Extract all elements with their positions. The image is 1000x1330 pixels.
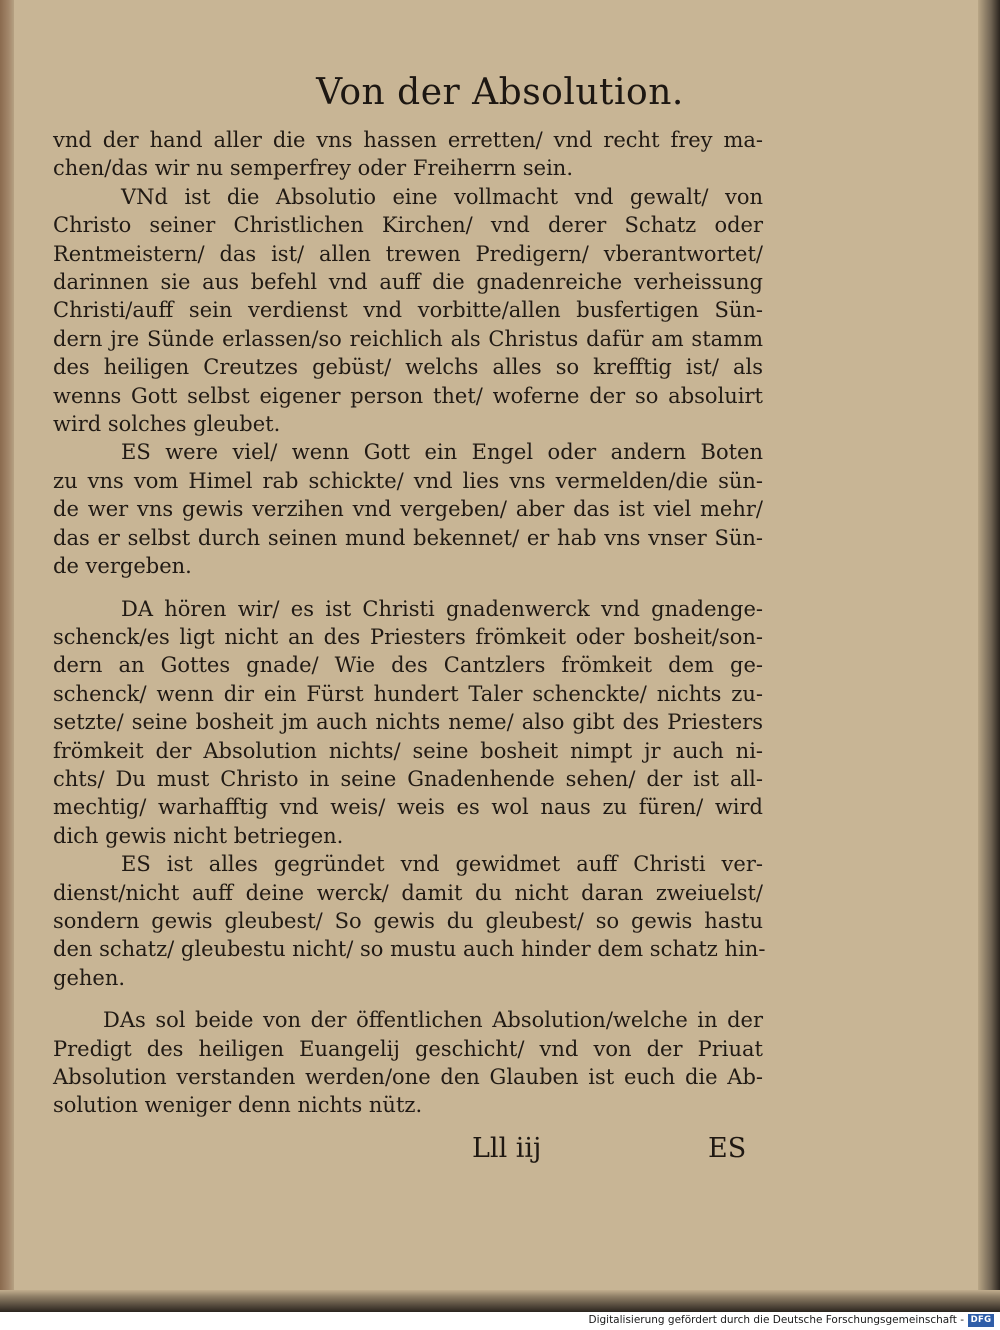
page-left-edge	[0, 0, 14, 1312]
text-line: darinnen sie aus befehl vnd auff die gnadenreiche verheissung	[53, 270, 763, 295]
text-line: solution weniger denn nichts nütz.	[53, 1093, 423, 1118]
text-line: de vergeben.	[53, 554, 192, 579]
text-line: Absolution verstanden werden/one den Glauben ist euch die Ab-	[53, 1065, 763, 1089]
page-bottom-edge-shadow	[0, 1290, 1000, 1312]
text-line: des heiligen Creutzes gebüst/ welchs alles so krefftig ist/ als	[53, 355, 763, 380]
paragraph-1	[53, 126, 763, 183]
text-line: sondern gewis gleubest/ So gewis du gleubest/ so gewis hastu	[53, 908, 763, 933]
text-line: frömkeit der Absolution nichts/ seine bosheit nimpt jr auch ni-	[53, 738, 763, 763]
text-line: das er selbst durch seinen mund bekennet/ er hab vns vnser Sün-	[53, 525, 763, 550]
text-line: gehen.	[53, 965, 126, 990]
text-line: dich gewis nicht betriegen.	[53, 823, 344, 848]
text-line: vnd der hand aller die vns hassen erretten/ vnd recht frey ma-	[53, 128, 763, 152]
text-line: dern jre Sünde erlassen/so reichlich als Christus dafür am stamm	[53, 326, 763, 351]
text-line: wird solches gleubet.	[53, 412, 281, 437]
text-line: VNd ist die Absolutio eine vollmacht vnd gewalt/ von	[121, 184, 763, 209]
paragraph-6	[53, 1006, 763, 1120]
text-line: schenck/ wenn dir ein Fürst hundert Taler schenckte/ nichts zu-	[53, 681, 763, 706]
text-line: dern an Gottes gnade/ Wie des Cantzlers frömkeit dem ge-	[53, 653, 763, 678]
text-line: ES were viel/ wenn Gott ein Engel oder andern Boten	[121, 440, 763, 465]
paragraph-5	[53, 850, 766, 992]
funding-credit: Digitalisierung gefördert durch die Deutsche Forschungsgemeinschaft -	[588, 1314, 964, 1326]
text-line: wenns Gott selbst eigener person thet/ woferne der so absoluirt	[53, 383, 763, 408]
text-line: setzte/ seine bosheit jm auch nichts neme/ also gibt des Priesters	[53, 710, 763, 735]
text-line: chen/das wir nu semperfrey oder Freiherrn sein.	[53, 156, 573, 181]
paragraph-2	[53, 183, 763, 439]
text-line: Rentmeistern/ das ist/ allen trewen Predigern/ vberantwortet/	[53, 241, 763, 266]
text-line: ES ist alles gegründet vnd gewidmet auff Christi ver-	[121, 852, 763, 877]
text-line: Christo seiner Christlichen Kirchen/ vnd derer Schatz oder	[53, 213, 763, 238]
text-line: Christi/auff sein verdienst vnd vorbitte/allen busfertigen Sün-	[53, 298, 763, 323]
paragraph-4	[53, 595, 763, 851]
running-header: Von der Absolution.	[316, 72, 684, 113]
text-line: dienst/nicht auff deine werck/ damit du nicht daran zweiuelst/	[53, 880, 763, 905]
text-line: mechtig/ warhafftig vnd weis/ weis es wol naus zu füren/ wird	[53, 795, 763, 820]
text-line: schenck/es ligt nicht an des Priesters frömkeit oder bosheit/son-	[53, 624, 763, 649]
signature-mark: Lll iij	[472, 1133, 542, 1164]
body-text	[53, 126, 766, 1120]
text-line: chts/ Du must Christo in seine Gnadenhende sehen/ der ist all-	[53, 766, 763, 791]
text-line: DA hören wir/ es ist Christi gnadenwerck vnd gnadenge-	[121, 596, 763, 621]
text-line: DAs sol beide von der öffentlichen Absolution/welche in der	[103, 1008, 763, 1033]
catchword: ES	[708, 1133, 747, 1164]
credit-bar	[0, 1312, 1000, 1330]
text-line: zu vns vom Himel rab schickte/ vnd lies vns vermelden/die sün-	[53, 468, 763, 493]
text-line: Predigt des heiligen Euangelij geschicht/ vnd von der Priuat	[53, 1036, 763, 1061]
text-line: de wer vns gewis verzihen vnd vergeben/ aber das ist viel mehr/	[53, 497, 763, 522]
page-footer	[0, 1133, 1000, 1173]
dfg-logo-icon: DFG	[968, 1314, 994, 1327]
text-line: den schatz/ gleubestu nicht/ so mustu auch hinder dem schatz hin-	[53, 937, 766, 962]
page-right-edge-shadow	[978, 0, 1000, 1312]
paragraph-3	[53, 438, 763, 580]
